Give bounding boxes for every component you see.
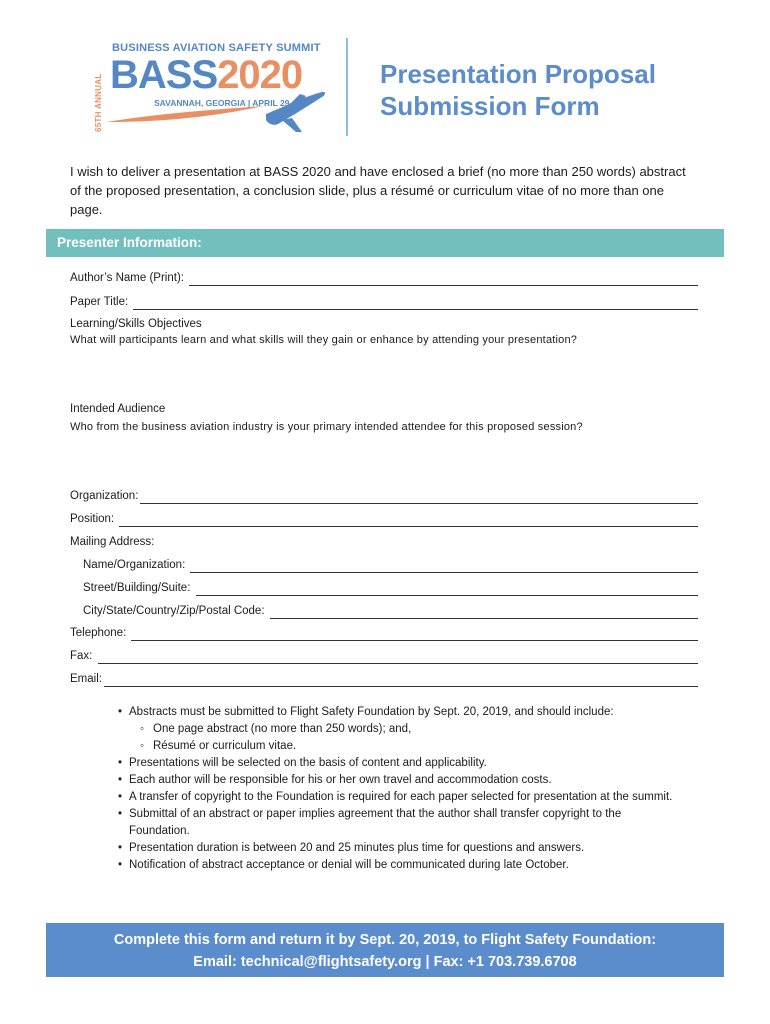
author-name-line[interactable] [189,273,698,286]
street-field[interactable] [83,580,698,596]
email-line[interactable] [104,674,698,687]
fax-line[interactable] [98,651,698,664]
note-text: Abstracts must be submitted to Flight Safety Foundation by Sept. 20, 2019, and should include: [129,706,614,718]
intended-audience-question: Who from the business aviation industry is your primary intended attendee for this proposed session? [70,421,583,433]
list-item [118,704,678,755]
position-field[interactable] [70,511,698,527]
intro-text: I wish to deliver a presentation at BASS 2020 and have enclosed a brief (no more than 250 words) abstract of the proposed presentation, a conclusion slide, plus a résumé or curriculum vitae of no more than one page. [70,164,686,217]
paper-title-label: Paper Title: [70,296,132,308]
name-organization-field[interactable] [83,557,698,573]
note-text: Notification of abstract acceptance or denial will be communicated during late October. [129,859,569,871]
list-item [118,772,678,789]
logo-location: SAVANNAH, GEORGIA | APRIL 29–30 [154,98,304,108]
author-name-label: Author’s Name (Print): [70,272,188,284]
logo-year: 2020 [217,53,303,97]
list-item [140,738,678,755]
footer-instructions [46,923,724,977]
list-item [118,789,678,806]
note-text: Presentations will be selected on the basis of content and applicability. [129,757,487,769]
footer-line-2: Email: technical@flightsafety.org | Fax: +1 703.739.6708 [193,954,577,970]
title-line-2: Submission Form [380,91,600,121]
list-item [118,755,678,772]
fax-field[interactable] [70,648,698,664]
author-name-field[interactable] [70,270,698,286]
paper-title-field[interactable] [70,294,698,310]
email-field[interactable] [70,671,698,687]
note-text: One page abstract (no more than 250 words); and, [153,723,412,735]
city-state-zip-field[interactable] [83,603,698,619]
city-state-zip-line[interactable] [270,606,698,619]
bass-logo [96,36,336,136]
footer-line-1: Complete this form and return it by Sept. 20, 2019, to Flight Safety Foundation: [113,932,657,948]
section-header-presenter: Presenter Information: [46,229,724,257]
name-organization-label: Name/Organization: [83,559,189,571]
email-label: Email: [70,673,102,685]
logo-summit-name: BUSINESS AVIATION SAFETY SUMMIT [112,42,321,54]
list-item [140,721,678,738]
submission-notes-list [118,704,678,874]
list-item [118,840,678,857]
header-divider [346,38,348,136]
note-text: Each author will be responsible for his or her own travel and accommodation costs. [129,774,552,786]
title-line-1: Presentation Proposal [380,59,656,89]
learning-objectives-question: What will participants learn and what skills will they gain or enhance by attending your presentation? [70,334,578,346]
logo-wordmark [110,54,302,96]
logo-bass: BASS [110,53,218,97]
organization-line[interactable] [140,491,698,504]
sub-list [129,721,678,755]
list-item [118,857,678,874]
note-text: A transfer of copyright to the Foundation is required for each paper selected for presentation at the summit. [129,791,673,803]
list-item [118,806,678,840]
telephone-line[interactable] [131,628,698,641]
note-text: Submittal of an abstract or paper implies agreement that the author shall transfer copyright to the Foundation. [129,808,622,837]
street-label: Street/Building/Suite: [83,582,194,594]
note-text: Presentation duration is between 20 and 25 minutes plus time for questions and answers. [129,842,585,854]
name-organization-line[interactable] [190,560,698,573]
page-title [380,58,656,122]
position-line[interactable] [119,514,698,527]
logo-anniversary: 65TH ANNUAL [94,73,103,132]
fax-label: Fax: [70,650,96,662]
mailing-address-label: Mailing Address: [70,536,155,548]
note-text: Résumé or curriculum vitae. [153,740,297,752]
position-label: Position: [70,513,118,525]
telephone-field[interactable] [70,625,698,641]
street-line[interactable] [196,583,698,596]
intended-audience-title: Intended Audience [70,403,166,415]
organization-label: Organization: [70,490,139,502]
city-state-zip-label: City/State/Country/Zip/Postal Code: [83,605,268,617]
organization-field[interactable] [70,488,698,504]
paper-title-line[interactable] [133,297,698,310]
learning-objectives-title: Learning/Skills Objectives [70,318,202,330]
telephone-label: Telephone: [70,627,130,639]
